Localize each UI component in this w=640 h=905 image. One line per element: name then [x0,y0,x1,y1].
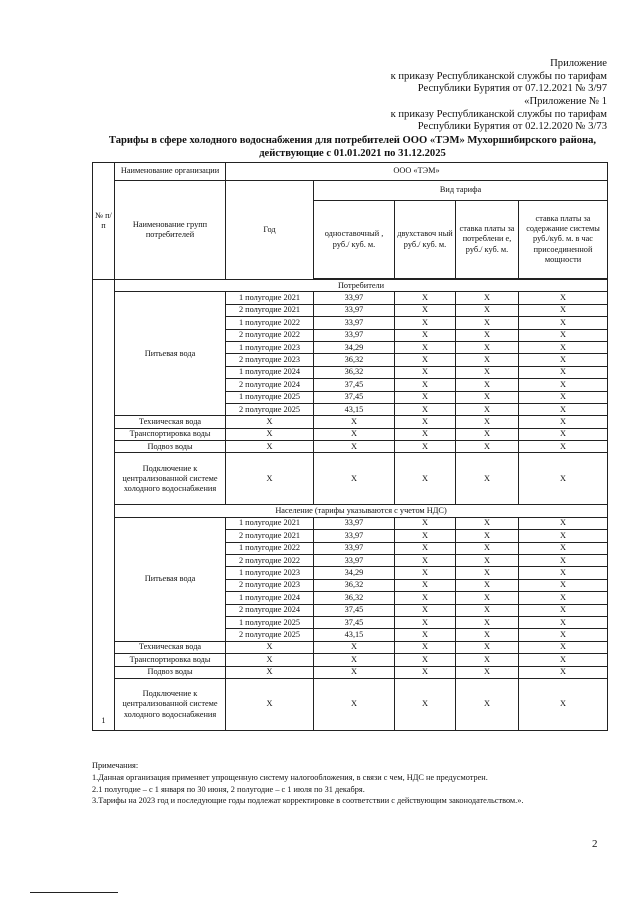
period-cell: 1 полугодие 2024 [226,366,314,378]
title-line-2: действующие с 01.01.2021 по 31.12.2025 [259,148,446,159]
not-applicable-mark: Х [395,304,456,316]
not-applicable-mark: Х [456,616,519,628]
not-applicable-mark: Х [395,592,456,604]
not-applicable-mark: Х [395,428,456,440]
not-applicable-mark: Х [456,403,519,415]
page-number: 2 [592,838,598,850]
not-applicable-mark: Х [456,517,519,529]
not-applicable-mark: Х [226,678,314,730]
consumer-group-label: Техническая вода [115,641,226,653]
not-applicable-mark: Х [519,592,608,604]
not-applicable-mark: Х [456,654,519,666]
period-cell: 1 полугодие 2022 [226,317,314,329]
table-row [93,641,608,653]
table-row [93,678,608,730]
not-applicable-mark: Х [395,629,456,641]
table-row [93,654,608,666]
not-applicable-mark: Х [395,341,456,353]
single-rate-value: 37,45 [314,379,395,391]
not-applicable-mark: Х [395,678,456,730]
single-rate-value: 43,15 [314,403,395,415]
row-number: 1 [93,280,115,731]
not-applicable-mark: Х [395,354,456,366]
period-cell: 2 полугодие 2024 [226,379,314,391]
not-applicable-mark: Х [395,391,456,403]
not-applicable-mark: Х [395,604,456,616]
single-rate-value: 33,97 [314,555,395,567]
not-applicable-mark: Х [519,629,608,641]
not-applicable-mark: Х [519,403,608,415]
not-applicable-mark: Х [395,616,456,628]
single-rate-value: 37,45 [314,391,395,403]
not-applicable-mark: Х [314,678,395,730]
not-applicable-mark: Х [395,292,456,304]
period-cell: 1 полугодие 2021 [226,517,314,529]
period-cell: 2 полугодие 2022 [226,329,314,341]
single-rate-value: 33,97 [314,292,395,304]
period-cell: 2 полугодие 2023 [226,354,314,366]
not-applicable-mark: Х [456,453,519,505]
not-applicable-mark: Х [519,616,608,628]
not-applicable-mark: Х [226,453,314,505]
not-applicable-mark: Х [456,678,519,730]
not-applicable-mark: Х [519,416,608,428]
not-applicable-mark: Х [395,441,456,453]
table-row [93,428,608,440]
not-applicable-mark: Х [519,341,608,353]
period-cell: 1 полугодие 2024 [226,592,314,604]
period-cell: 2 полугодие 2022 [226,555,314,567]
not-applicable-mark: Х [226,428,314,440]
not-applicable-mark: Х [519,641,608,653]
not-applicable-mark: Х [456,292,519,304]
not-applicable-mark: Х [456,317,519,329]
consumer-group-label: Транспортировка воды [115,428,226,440]
table-row [93,441,608,453]
not-applicable-mark: Х [519,428,608,440]
two-rate-header: двухставоч ный руб./ куб. м. [395,201,456,279]
not-applicable-mark: Х [314,654,395,666]
single-rate-value: 37,45 [314,604,395,616]
not-applicable-mark: Х [395,641,456,653]
not-applicable-mark: Х [519,292,608,304]
drinking-water-label: Питьевая вода [115,517,226,641]
single-rate-value: 33,97 [314,329,395,341]
organization-name: ООО «ТЭМ» [226,163,608,181]
not-applicable-mark: Х [395,403,456,415]
header-line: Республики Бурятия от 07.12.2021 № 3/97 [417,83,607,95]
not-applicable-mark: Х [456,391,519,403]
not-applicable-mark: Х [395,379,456,391]
note-1: 1.Данная организация применяет упрощенную систему налогообложения, в связи с чем, НДС не предусмотрен. [92,772,488,782]
not-applicable-mark: Х [456,555,519,567]
consumer-group-label: Транспортировка воды [115,654,226,666]
not-applicable-mark: Х [395,567,456,579]
notes [92,760,607,807]
not-applicable-mark: Х [395,329,456,341]
not-applicable-mark: Х [519,329,608,341]
connection-label: Подключение к централизованной системе холодного водоснабжения [115,678,226,730]
not-applicable-mark: Х [519,379,608,391]
not-applicable-mark: Х [456,666,519,678]
note-3: 3.Тарифы на 2023 год и последующие годы подлежат корректировке в соответствии с действующим законодательством.». [92,796,524,806]
not-applicable-mark: Х [395,666,456,678]
tariff-type-label: Вид тарифа [314,181,608,201]
header-line: к приказу Республиканской службы по тарифам [390,108,607,120]
not-applicable-mark: Х [226,416,314,428]
not-applicable-mark: Х [226,441,314,453]
not-applicable-mark: Х [519,666,608,678]
single-rate-value: 36,32 [314,366,395,378]
not-applicable-mark: Х [395,453,456,505]
table-row [93,505,608,517]
not-applicable-mark: Х [395,542,456,554]
not-applicable-mark: Х [519,366,608,378]
not-applicable-mark: Х [519,542,608,554]
note-2: 2.1 полугодие – с 1 января по 30 июня, 2 полугодие – с 1 июля по 31 декабря. [92,784,365,794]
not-applicable-mark: Х [314,641,395,653]
not-applicable-mark: Х [519,555,608,567]
header-line: «Приложение № 1 [524,96,607,107]
single-rate-value: 34,29 [314,567,395,579]
single-rate-value: 36,32 [314,579,395,591]
period-cell: 1 полугодие 2025 [226,391,314,403]
not-applicable-mark: Х [456,567,519,579]
not-applicable-mark: Х [456,329,519,341]
organization-label: Наименование организации [115,163,226,181]
not-applicable-mark: Х [519,567,608,579]
not-applicable-mark: Х [519,354,608,366]
not-applicable-mark: Х [456,304,519,316]
not-applicable-mark: Х [226,654,314,666]
not-applicable-mark: Х [395,366,456,378]
header-line: к приказу Республиканской службы по тарифам [390,70,607,82]
not-applicable-mark: Х [314,666,395,678]
not-applicable-mark: Х [456,542,519,554]
not-applicable-mark: Х [314,441,395,453]
period-cell: 2 полугодие 2023 [226,579,314,591]
period-cell: 2 полугодие 2025 [226,629,314,641]
maintenance-rate-header: ставка платы за содержание системы руб./куб. м. в час присоединенной мощности [519,201,608,279]
not-applicable-mark: Х [519,391,608,403]
table-row [93,280,608,292]
not-applicable-mark: Х [519,517,608,529]
period-cell: 1 полугодие 2022 [226,542,314,554]
not-applicable-mark: Х [395,579,456,591]
not-applicable-mark: Х [314,453,395,505]
single-rate-value: 36,32 [314,354,395,366]
appendix-header [391,58,607,96]
not-applicable-mark: Х [519,654,608,666]
period-cell: 1 полугодие 2023 [226,341,314,353]
not-applicable-mark: Х [395,530,456,542]
groups-label: Наименование групп потребителей [115,181,226,280]
not-applicable-mark: Х [456,366,519,378]
not-applicable-mark: Х [395,416,456,428]
number-header: № п/п [93,163,115,280]
header-line: Приложение [550,58,607,69]
not-applicable-mark: Х [395,517,456,529]
table-row [93,292,608,304]
not-applicable-mark: Х [395,654,456,666]
previous-appendix-header [391,96,607,134]
period-cell: 1 полугодие 2023 [226,567,314,579]
not-applicable-mark: Х [519,317,608,329]
period-cell: 2 полугодие 2025 [226,403,314,415]
period-cell: 1 полугодие 2025 [226,616,314,628]
not-applicable-mark: Х [456,428,519,440]
footer-rule [30,892,118,893]
not-applicable-mark: Х [456,629,519,641]
year-label: Год [226,181,314,280]
not-applicable-mark: Х [456,641,519,653]
not-applicable-mark: Х [395,317,456,329]
single-rate-header: одноставочный , руб./ куб. м. [314,201,395,279]
not-applicable-mark: Х [519,441,608,453]
not-applicable-mark: Х [226,641,314,653]
period-cell: 2 полугодие 2021 [226,530,314,542]
consumption-rate-header: ставка платы за потреблени е, руб./ куб. м. [456,201,519,279]
not-applicable-mark: Х [456,604,519,616]
drinking-water-label: Питьевая вода [115,292,226,416]
not-applicable-mark: Х [519,579,608,591]
document-title [95,134,610,160]
title-line-1: Тарифы в сфере холодного водоснабжения для потребителей ООО «ТЭМ» Мухоршибирского района, [108,135,597,146]
not-applicable-mark: Х [519,604,608,616]
consumer-group-label: Техническая вода [115,416,226,428]
not-applicable-mark: Х [456,379,519,391]
table-row [93,416,608,428]
notes-title: Примечания: [92,761,139,770]
single-rate-value: 33,97 [314,304,395,316]
connection-label: Подключение к централизованной системе холодного водоснабжения [115,453,226,505]
single-rate-value: 33,97 [314,542,395,554]
period-cell: 2 полугодие 2021 [226,304,314,316]
single-rate-value: 33,97 [314,530,395,542]
section-title: Потребители [115,280,608,292]
table-row [93,163,608,181]
not-applicable-mark: Х [456,354,519,366]
not-applicable-mark: Х [314,416,395,428]
not-applicable-mark: Х [519,304,608,316]
not-applicable-mark: Х [314,428,395,440]
not-applicable-mark: Х [456,530,519,542]
period-cell: 1 полугодие 2021 [226,292,314,304]
not-applicable-mark: Х [519,453,608,505]
single-rate-value: 37,45 [314,616,395,628]
single-rate-value: 33,97 [314,517,395,529]
not-applicable-mark: Х [456,341,519,353]
not-applicable-mark: Х [456,441,519,453]
not-applicable-mark: Х [519,678,608,730]
single-rate-value: 36,32 [314,592,395,604]
not-applicable-mark: Х [395,555,456,567]
table-row [93,517,608,529]
header-line: Республики Бурятия от 02.12.2020 № 3/73 [417,121,607,133]
table-row [93,181,608,201]
period-cell: 2 полугодие 2024 [226,604,314,616]
consumer-group-label: Подвоз воды [115,666,226,678]
table-row [93,453,608,505]
not-applicable-mark: Х [226,666,314,678]
single-rate-value: 43,15 [314,629,395,641]
not-applicable-mark: Х [456,592,519,604]
not-applicable-mark: Х [456,416,519,428]
section-title: Население (тарифы указываются с учетом НДС) [115,505,608,517]
tariff-table [92,162,608,731]
single-rate-value: 34,29 [314,341,395,353]
not-applicable-mark: Х [456,579,519,591]
not-applicable-mark: Х [519,530,608,542]
consumer-group-label: Подвоз воды [115,441,226,453]
single-rate-value: 33,97 [314,317,395,329]
table-row [93,666,608,678]
